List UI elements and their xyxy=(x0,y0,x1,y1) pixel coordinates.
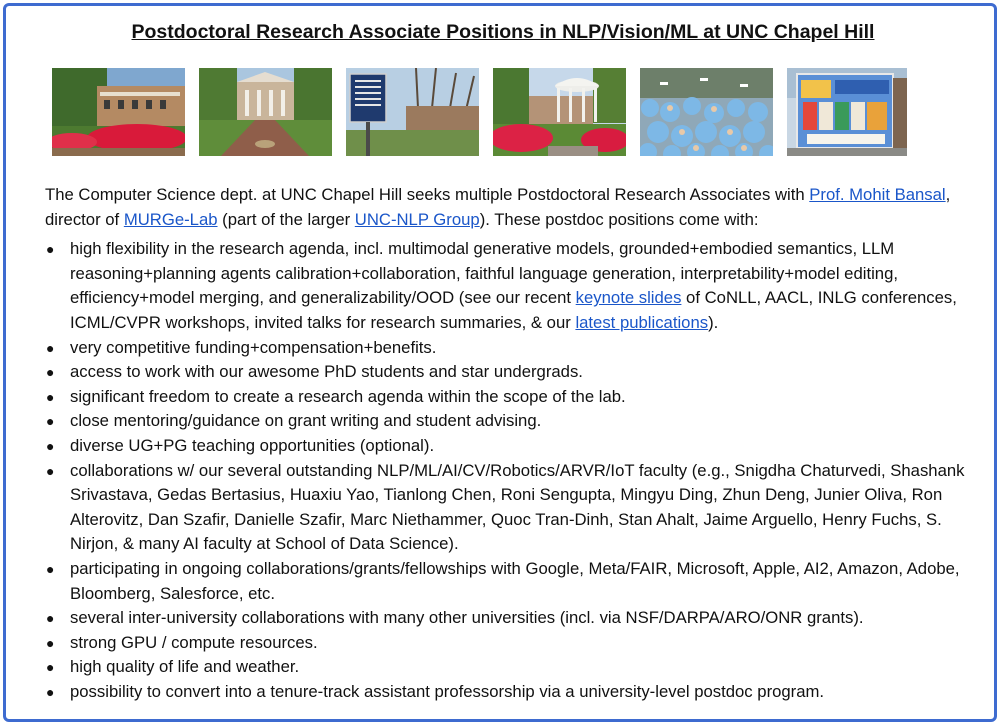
list-item-text: strong GPU / compute resources. xyxy=(70,632,318,652)
list-item-text: possibility to convert into a tenure-track assistant professorship via a university-level postdoc program. xyxy=(70,681,825,701)
page-title: Postdoctoral Research Associate Positions in NLP/Vision/ML at UNC Chapel Hill xyxy=(131,21,875,43)
benefits-list xyxy=(45,237,975,704)
bullet-icon: ● xyxy=(46,339,55,356)
list-item xyxy=(45,360,975,385)
list-item-text: close mentoring/guidance on grant writing and student advising. xyxy=(70,411,542,431)
bullet-icon: ● xyxy=(46,560,55,577)
intro-text: (part of the larger xyxy=(217,209,355,229)
brick-path-building-photo xyxy=(199,68,332,156)
intro-text: , director of xyxy=(45,185,951,229)
list-item-text: access to work with our awesome PhD students and star undergrads. xyxy=(70,362,583,382)
latest-publications-link[interactable]: latest publications xyxy=(575,312,709,332)
list-item xyxy=(45,459,975,557)
list-item-text: diverse UG+PG teaching opportunities (optional). xyxy=(70,435,435,455)
keynote-slides-link[interactable]: keynote slides xyxy=(575,288,682,308)
intro-paragraph xyxy=(45,183,975,232)
list-item xyxy=(45,557,975,606)
bullet-icon: ● xyxy=(46,610,55,627)
document-frame xyxy=(3,3,997,722)
list-item xyxy=(45,606,975,631)
list-item-text: of CoNLL, AACL, INLG conferences, ICML/CVPR workshops, invited talks for research summaries, & our xyxy=(70,288,957,332)
list-item xyxy=(45,409,975,434)
campus-building-azaleas-photo xyxy=(52,68,185,156)
list-item-text: very competitive funding+compensation+benefits. xyxy=(70,337,437,357)
list-item xyxy=(45,237,975,335)
photo-strip xyxy=(6,68,1000,156)
intro-text: ). These postdoc positions come with: xyxy=(479,209,759,229)
bullet-icon: ● xyxy=(46,241,55,258)
murge-lab-link[interactable]: MURGe-Lab xyxy=(123,209,218,229)
list-item-text: ). xyxy=(708,312,719,332)
list-item-text: several inter-university collaborations with many other universities (incl. via NSF/DARPA/ARO/ONR grants). xyxy=(70,608,864,628)
bullet-icon: ● xyxy=(46,462,55,479)
chapel-hill-postcard-mural-photo xyxy=(787,68,907,156)
bullet-icon: ● xyxy=(46,413,55,430)
content-body xyxy=(45,183,975,704)
graduation-crowd-photo xyxy=(640,68,773,156)
list-item xyxy=(45,385,975,410)
list-item xyxy=(45,434,975,459)
list-item xyxy=(45,631,975,656)
historical-marker-sign-photo xyxy=(346,68,479,156)
bullet-icon: ● xyxy=(46,683,55,700)
list-item-text: collaborations w/ our several outstanding NLP/ML/AI/CV/Robotics/ARVR/IoT faculty (e.g., Snigdha Chaturvedi, Shashank Srivastava, Gedas Bertasius, Huaxiu Yao, Tianlong Chen, Roni Sengupta, Mingyu Ding, Zhun Deng, Junier Oliva, Ron Alterovitz, Dan Szafir, Danielle Szafir, Marc Niethammer, Quoc Tran-Dinh, Stan Ahalt, Jaime Arguello, Henry Fuchs, S. Nirjon, & many AI faculty at School of Data Science). xyxy=(70,460,965,554)
bullet-icon: ● xyxy=(46,659,55,676)
unc-nlp-group-link[interactable]: UNC-NLP Group xyxy=(354,209,480,229)
list-item xyxy=(45,336,975,361)
list-item-text: high flexibility in the research agenda, incl. multimodal generative models, grounded+embodied semantics, LLM reasoning+planning agents calibration+collaboration, faithful language generation, interpretability+model editing, efficiency+model merging, and generalizability/OOD (see our recent xyxy=(70,239,898,308)
list-item-text: high quality of life and weather. xyxy=(70,657,300,677)
list-item-text: significant freedom to create a research agenda within the scope of the lab. xyxy=(70,386,626,406)
bullet-icon: ● xyxy=(46,437,55,454)
prof-bansal-link[interactable]: Prof. Mohit Bansal xyxy=(809,185,946,204)
bullet-icon: ● xyxy=(46,388,55,405)
bullet-icon: ● xyxy=(46,364,55,381)
old-well-photo xyxy=(493,68,626,156)
list-item xyxy=(45,655,975,680)
bullet-icon: ● xyxy=(46,634,55,651)
list-item-text: participating in ongoing collaborations/grants/fellowships with Google, Meta/FAIR, Microsoft, Apple, AI2, Amazon, Adobe, Bloomberg, Salesforce, etc. xyxy=(70,558,960,603)
list-item xyxy=(45,680,975,705)
intro-text: The Computer Science dept. at UNC Chapel Hill seeks multiple Postdoctoral Research Associates with xyxy=(45,185,810,204)
